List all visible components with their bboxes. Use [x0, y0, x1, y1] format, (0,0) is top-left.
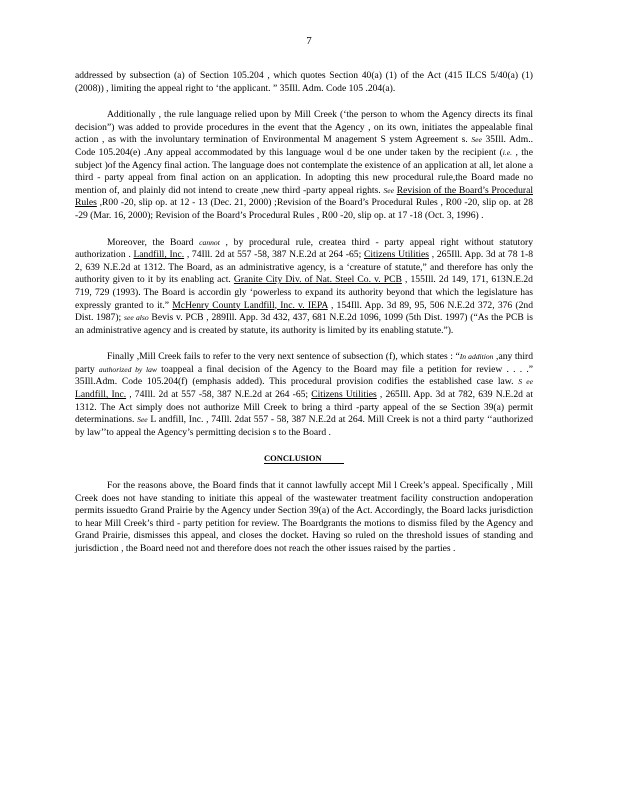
text-run: , 265Ill. App. 3d at 782, 639 N.E.2d at 1312. The Act simply does not authorize Mill Creek to bring a third -party appeal of the se Section 39(a) permit determinations. [75, 389, 533, 426]
text-run: ,any third party [75, 351, 533, 375]
text-run: , 74Ill. 2d at 557 -58, 387 N.E.2d at 264 -65; [126, 389, 312, 401]
text-run: S ee [518, 377, 534, 387]
text-run: Citizens Utilities [311, 389, 377, 401]
text-run: Landfill, Inc. [133, 249, 185, 261]
text-run: Granite City Div. of Nat. Steel Co. v. PCB [233, 274, 402, 286]
text-run: Moreover, the Board [107, 236, 200, 248]
conclusion-heading-text: CONCLUSION [264, 453, 344, 464]
text-run: addressed by subsection (a) of Section 105.204 , which quotes Section 40(a) (1) of the Act (415 ILCS 5/40(a) (1) (2008)) , limiting the appeal right to ‘the applicant. ” 35Ill. Adm. Code 105 .204(a). [75, 70, 533, 94]
text-run: L andfill, Inc. , 74Ill. 2dat 557 - 58, 387 N.E.2d at 264. Mill Creek is not a third party ‘‘authorized by law’’to appeal the Agency’s permitting decision s to the Board . [75, 414, 534, 438]
text-run: Bevis v. PCB , 289Ill. App. 3d 432, 437, 681 N.E.2d 1096, 1099 (5th Dist. 1997) (“As the PCB is an administrative agency and is created by statute, its authority is limited by its enabling statute.”). [75, 312, 533, 336]
text-run: For the reasons above, the Board finds that it cannot lawfully accept Mil l Creek’s appeal. Specifically , Mill Creek does not have standing to initiate this appeal of the wastewater treatment facility construction andoperation permits issuedto Grand Prairie by the Agency under Section 39(a) of the Act. Accordingly, the Board lacks jurisdiction to hear Mill Creek’s third - party petition for review. The Boardgrants the motions to dismiss filed by the Agency and Grand Prairie, dismisses this appeal, and closes the docket. Having so ruled on the threshold issues of standing and jurisdiction , the Board need not and therefore does not reach the other issues raised by the parties . [75, 480, 533, 554]
document-body [75, 70, 533, 556]
paragraph-0 [75, 70, 533, 95]
text-run: , 74Ill. 2d at 557 -58, 387 N.E.2d at 264 -65; [184, 249, 364, 261]
text-run: Finally ,Mill Creek fails to refer to the very next sentence of subsection (f), which states : “ [107, 351, 460, 363]
text-run: See [137, 415, 148, 425]
text-run: authorized by law [98, 364, 157, 374]
text-run: cannot [199, 237, 220, 247]
paragraph-3 [75, 351, 533, 439]
paragraph-2 [75, 237, 533, 338]
text-run: 35Ill. Adm.. Code 105.204(e) .Any appeal accommodated by this language woul d be one under taken by the recipient ( [75, 134, 533, 158]
text-run: Citizens Utilities [363, 249, 430, 261]
text-run: See [383, 185, 394, 195]
text-run: toappeal a final decision of the Agency to the Board may file a petition for review . . . .” 35Ill.Adm. Code 105.204(f) (emphasis added). This procedural provision codifies the established case law. [75, 363, 533, 388]
conclusion-heading [75, 453, 533, 466]
text-run: i.e. [502, 147, 513, 157]
text-run: , 155Ill. 2d 149, 171, 613N.E.2d 719, 729 (1993). The Board is accordin gly ‘powerless to expand its authority beyond that which the legislature has expressly granted to it.” [75, 274, 533, 311]
text-run: , by procedural rule, createa third - party appeal right without statutory authorization . [75, 236, 534, 261]
text-run: McHenry County Landfill, Inc. v. IEPA [172, 299, 328, 311]
paragraph-4 [75, 480, 533, 556]
text-run: , 265Ill. App. 3d at 78 1-8 2, 639 N.E.2d at 1312. The Board, as an administrative agency, is a ‘creature of statute,” and therefore has only the authority given to it by its enabling act. [75, 249, 534, 286]
text-run: Additionally , the rule language relied upon by Mill Creek (‘the person to whom the Agency directs its final decision”) was added to provide procedures in the event that the Agency , on its own, initiates the appealable final action , as with the involuntary termination of Environmental M anagement S ystem Agreement s. [75, 109, 533, 146]
page-number: 7 [306, 35, 312, 47]
text-run: See [471, 135, 482, 145]
text-run: see also [124, 313, 149, 323]
text-run: ,R00 -20, slip op. at 12 - 13 (Dec. 21, 2000) ;Revision of the Board’s Procedural Rules , R00 -20, slip op. at 28 -29 (Mar. 16, 2000); Revision of the Board’s Procedural Rules , R00 -20, slip op. at 17 -18 (Oct. 3, 1996) . [75, 197, 533, 221]
text-run: In addition [459, 352, 494, 362]
text-run: , the subject )of the Agency final action. The language does not contemplate the existence of an application at all, let alone a third - party appeal from final action on an application. In adopting this new procedural rule,the Board made no mention of, and plainly did not intend to create ,new third -party appeal rights. [75, 146, 533, 196]
text-run: , 154Ill. App. 3d 89, 95, 506 N.E.2d 372, 376 (2nd Dist. 1987); [75, 299, 534, 324]
paragraph-1 [75, 109, 533, 222]
text-run: Revision of the Board’s Procedural Rules [75, 184, 533, 209]
text-run: Landfill, Inc. [75, 389, 127, 401]
